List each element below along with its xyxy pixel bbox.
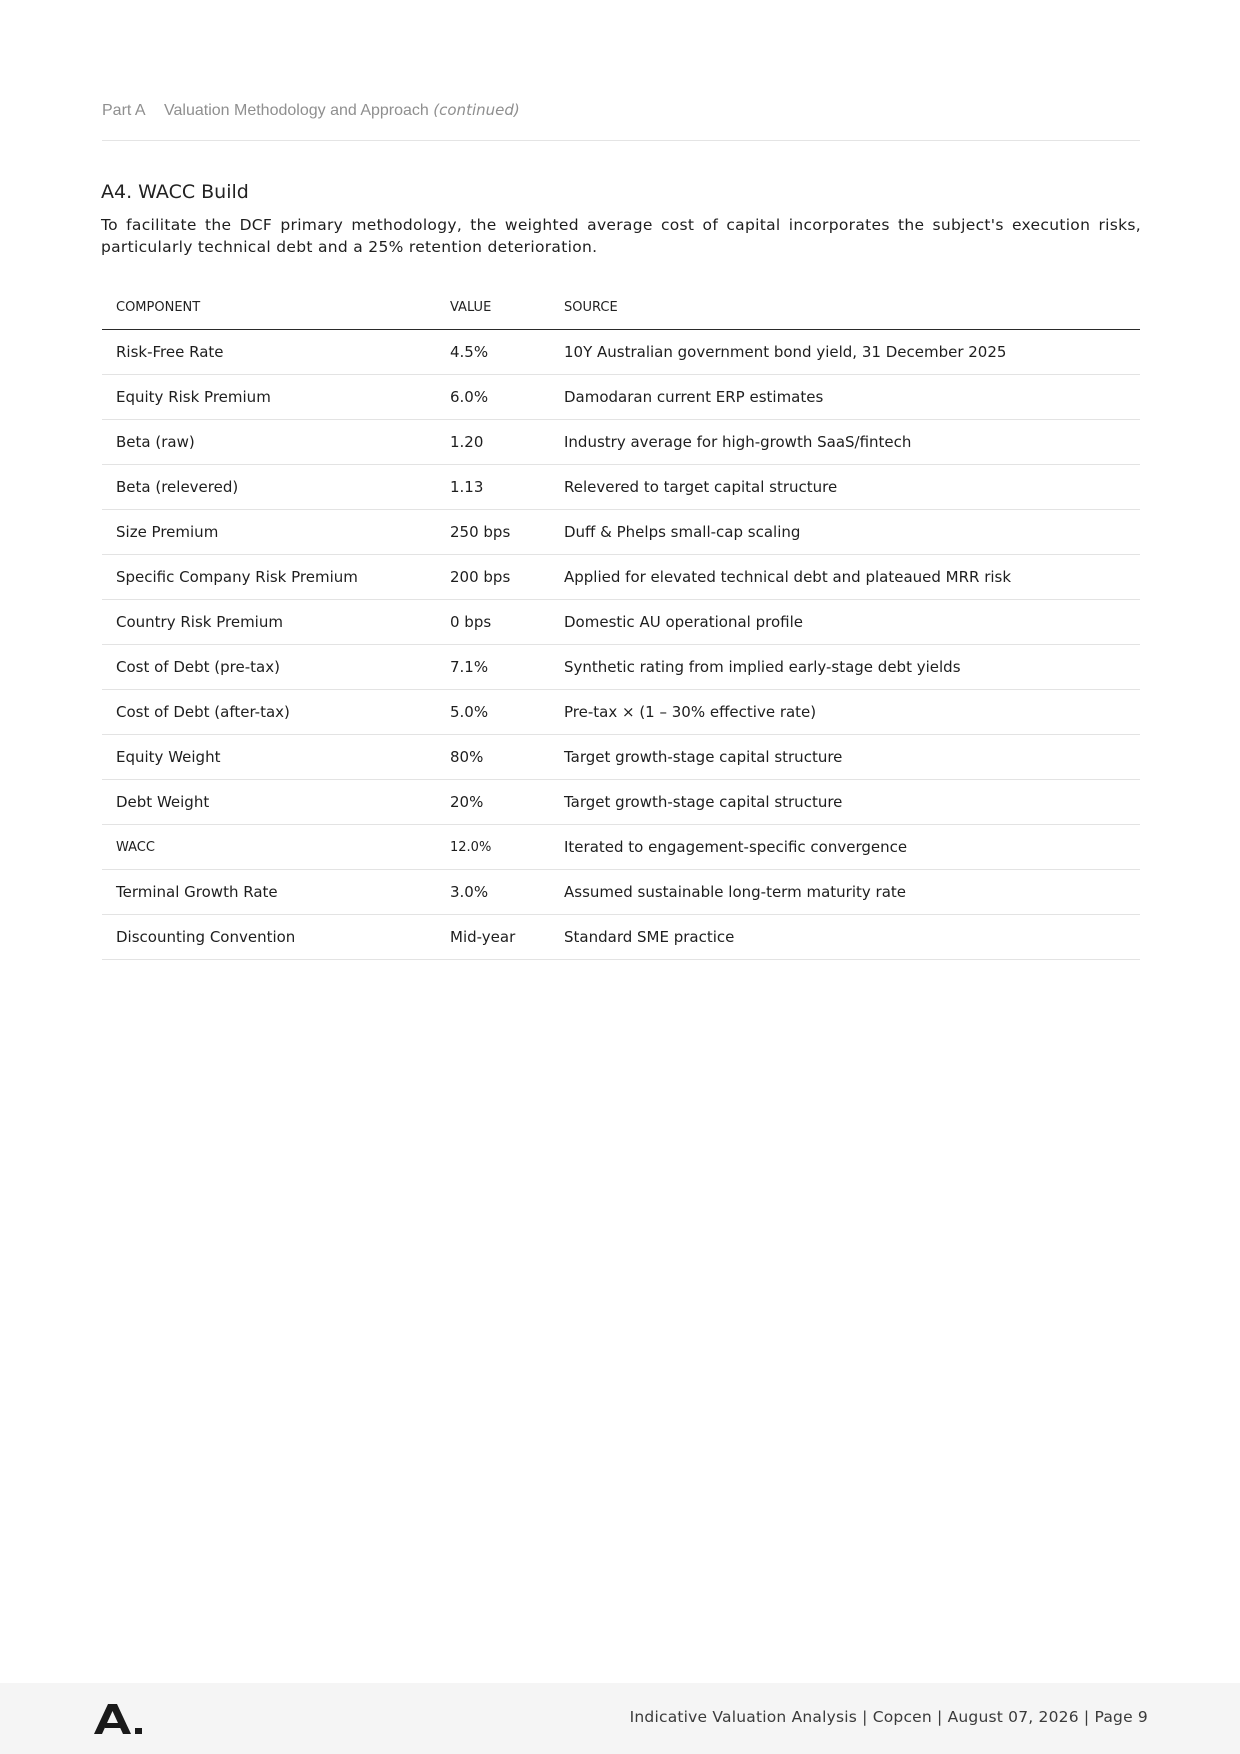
footer-text: Indicative Valuation Analysis | Copcen | August 07, 2026 | Page 9 — [629, 1708, 1148, 1726]
section-intro: To facilitate the DCF primary methodology, the weighted average cost of capital incorporates the subject's execution risks, particularly technical debt and a 25% retention deterioration. — [101, 216, 1141, 256]
table-row — [102, 870, 1140, 915]
source-cell: Standard SME practice — [550, 915, 1140, 960]
page-footer — [0, 1683, 1240, 1754]
component-cell: Cost of Debt (pre-tax) — [102, 645, 436, 690]
part-label: Part A — [102, 102, 146, 119]
component-cell: Discounting Convention — [102, 915, 436, 960]
column-header-source: SOURCE — [550, 288, 1140, 330]
table-row — [102, 735, 1140, 780]
source-cell: Relevered to target capital structure — [550, 465, 1140, 510]
value-cell: 80% — [436, 735, 550, 780]
component-cell: Beta (relevered) — [102, 465, 436, 510]
value-cell: 5.0% — [436, 690, 550, 735]
value-cell: 3.0% — [436, 870, 550, 915]
value-cell: 200 bps — [436, 555, 550, 600]
component-cell: Country Risk Premium — [102, 600, 436, 645]
source-cell: Duff & Phelps small-cap scaling — [550, 510, 1140, 555]
value-cell: 4.5% — [436, 330, 550, 375]
component-cell: WACC — [102, 825, 436, 870]
component-cell: Cost of Debt (after-tax) — [102, 690, 436, 735]
source-cell: Iterated to engagement-specific convergence — [550, 825, 1140, 870]
table-row — [102, 600, 1140, 645]
component-cell: Specific Company Risk Premium — [102, 555, 436, 600]
table-row — [102, 375, 1140, 420]
table-row — [102, 825, 1140, 870]
source-cell: Synthetic rating from implied early-stage debt yields — [550, 645, 1140, 690]
table-header-row — [102, 288, 1140, 330]
source-cell: Domestic AU operational profile — [550, 600, 1140, 645]
source-cell: Target growth-stage capital structure — [550, 735, 1140, 780]
component-cell: Beta (raw) — [102, 420, 436, 465]
value-cell: 1.20 — [436, 420, 550, 465]
component-cell: Equity Weight — [102, 735, 436, 780]
table-row — [102, 915, 1140, 960]
component-cell: Debt Weight — [102, 780, 436, 825]
value-cell: 6.0% — [436, 375, 550, 420]
value-cell: 250 bps — [436, 510, 550, 555]
value-cell: 1.13 — [436, 465, 550, 510]
source-cell: Damodaran current ERP estimates — [550, 375, 1140, 420]
table-row — [102, 645, 1140, 690]
section-title: A4. WACC Build — [101, 181, 249, 203]
header-divider — [102, 140, 1140, 141]
table-row — [102, 510, 1140, 555]
value-cell: Mid-year — [436, 915, 550, 960]
component-cell: Risk-Free Rate — [102, 330, 436, 375]
source-cell: Industry average for high-growth SaaS/fintech — [550, 420, 1140, 465]
company-logo — [92, 1701, 146, 1737]
value-cell: 0 bps — [436, 600, 550, 645]
running-header — [102, 101, 1140, 120]
value-cell: 7.1% — [436, 645, 550, 690]
value-cell: 12.0% — [436, 825, 550, 870]
component-cell: Equity Risk Premium — [102, 375, 436, 420]
component-cell: Size Premium — [102, 510, 436, 555]
source-cell: Target growth-stage capital structure — [550, 780, 1140, 825]
table-row — [102, 420, 1140, 465]
table-row — [102, 465, 1140, 510]
continued-label: (continued) — [433, 101, 520, 119]
source-cell: 10Y Australian government bond yield, 31 December 2025 — [550, 330, 1140, 375]
table-row — [102, 555, 1140, 600]
part-title: Valuation Methodology and Approach — [164, 102, 429, 119]
value-cell: 20% — [436, 780, 550, 825]
table-row — [102, 780, 1140, 825]
table-row — [102, 690, 1140, 735]
component-cell: Terminal Growth Rate — [102, 870, 436, 915]
column-header-component: COMPONENT — [102, 288, 436, 330]
table-row — [102, 330, 1140, 375]
wacc-table — [102, 288, 1140, 960]
source-cell: Assumed sustainable long-term maturity rate — [550, 870, 1140, 915]
column-header-value: VALUE — [436, 288, 550, 330]
source-cell: Pre-tax × (1 – 30% effective rate) — [550, 690, 1140, 735]
source-cell: Applied for elevated technical debt and plateaued MRR risk — [550, 555, 1140, 600]
